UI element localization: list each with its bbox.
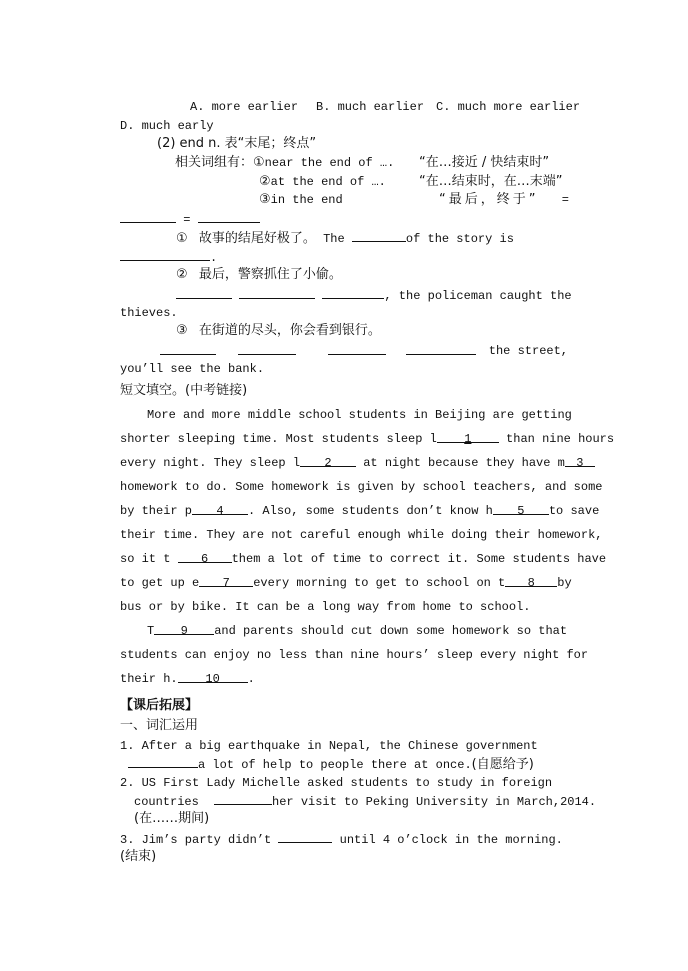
cloze-text: their time. They are not careful enough while doing their homework, (120, 528, 603, 542)
phrase-2-en: at the end of …. (270, 175, 386, 189)
q2-blank[interactable] (214, 793, 272, 805)
cloze-text: homework to do. Some homework is given by school teachers, and some (120, 480, 603, 494)
cloze-text: bus or by bike. It can be a long way from home to school. (120, 600, 531, 614)
equals-blanks-line (120, 211, 568, 228)
phrase-3-en: in the end (270, 193, 343, 207)
option-a: A. more earlier (190, 100, 299, 114)
phrase-2-line (259, 174, 571, 190)
cloze-text: by (557, 576, 572, 590)
example-1-en-a: The (323, 232, 345, 246)
example-2-en-a: , the policeman caught the (384, 289, 572, 303)
q1-line-a (120, 738, 568, 754)
blank-9[interactable]: 9 (154, 623, 214, 635)
q2-line-b (134, 793, 597, 810)
q3-hint: (结束) (120, 849, 157, 864)
blank-8[interactable]: 8 (505, 575, 557, 587)
vocab-heading: 一、词汇运用 (120, 718, 199, 733)
period: . (247, 672, 255, 686)
blank-4[interactable]: 4 (192, 503, 248, 515)
q3-line-a (120, 831, 568, 848)
cloze-line-6 (120, 527, 603, 543)
blank-line[interactable] (176, 287, 232, 299)
blank-line[interactable] (322, 287, 384, 299)
q3-text-b: until 4 o’clock in the morning. (339, 833, 563, 847)
q3-blank[interactable] (278, 831, 332, 843)
phrases-label: 相关词组有： (175, 155, 254, 170)
cloze-line-8 (120, 575, 572, 591)
example-3-en-b: you’ll see the bank. (120, 362, 265, 376)
equals-sign-2: = (183, 213, 191, 227)
cloze-text: shorter sleeping time. Most students sleep l (120, 432, 437, 446)
blank-2[interactable]: 2 (300, 455, 356, 467)
example-3-cn: 在街道的尽头，你会看到银行。 (198, 323, 381, 338)
blank-line[interactable] (328, 343, 386, 355)
blank-line[interactable] (120, 211, 176, 223)
blank-line[interactable] (120, 249, 210, 261)
cloze-line-2 (120, 431, 615, 447)
example-1-line (176, 230, 568, 247)
example-1-cont (120, 249, 568, 266)
cloze-text: to save (548, 504, 600, 518)
blank-line[interactable] (406, 343, 476, 355)
q2-text-b1: countries (134, 795, 199, 809)
phrase-2-cn: “在…结束时，在…末端” (419, 174, 563, 189)
option-d: D. much early (120, 119, 214, 133)
phrase-1-line (175, 155, 570, 171)
example-2-num: ② (176, 267, 188, 282)
end-heading (157, 136, 605, 152)
cloze-text: . Also, some students don’t know h (248, 504, 493, 518)
cloze-text: to get up e (120, 576, 200, 590)
q1-blank[interactable] (128, 756, 198, 768)
option-d-line (120, 118, 568, 134)
equals-sign: = (561, 193, 569, 207)
cloze-text: More and more middle school students in Beijing are getting (147, 408, 572, 422)
q1-text-b: a lot of help to people there at once. (198, 758, 472, 772)
example-1-cn: 故事的结尾好极了。 (198, 231, 316, 246)
phrase-1-cn: “在…接近 / 快结束时” (419, 155, 550, 170)
blank-7[interactable]: 7 (199, 575, 253, 587)
example-2-line (176, 267, 624, 283)
cloze-text: than nine hours (498, 432, 615, 446)
example-3-num: ③ (176, 323, 188, 338)
cloze-text: so it t (120, 552, 178, 566)
extension-heading: 【课后拓展】 (120, 698, 199, 713)
cloze-text: by their p (120, 504, 193, 518)
q1-hint: (自愿给予) (471, 757, 534, 772)
q2-text-b2: her visit to Peking University in March,2014. (272, 795, 597, 809)
phrase-3-cn: “最后，终于” (439, 192, 539, 207)
blank-line[interactable] (239, 287, 315, 299)
cloze-text: them a lot of time to correct it. Some students have (231, 552, 607, 566)
cloze-text: and parents should cut down some homework so that (214, 624, 568, 638)
example-1-num: ① (176, 231, 188, 246)
example-2-cont (120, 305, 568, 321)
blank-line[interactable] (352, 230, 406, 242)
cloze-text: their h. (120, 672, 178, 686)
phrase-3-num: ③ (259, 192, 271, 207)
blank-line[interactable] (160, 343, 216, 355)
cloze-line-10 (147, 623, 568, 639)
blank-5[interactable]: 5 (493, 503, 549, 515)
example-3-line (176, 323, 624, 339)
example-2-en-line (176, 287, 572, 304)
cloze-line-1 (147, 407, 572, 423)
blank-1[interactable]: 1 (437, 431, 499, 443)
phrase-2-num: ② (259, 174, 271, 189)
period: . (210, 251, 218, 265)
q2-hint: (在……期间) (134, 811, 210, 826)
example-2-cn: 最后，警察抓住了小偷。 (198, 267, 342, 282)
cloze-text: every morning to get to school on t (253, 576, 506, 590)
q3-hint-line (120, 849, 568, 865)
cloze-line-12 (120, 671, 568, 687)
q1-text: 1. After a big earthquake in Nepal, the Chinese government (120, 739, 538, 753)
example-1-en-b: of the story is (405, 232, 514, 246)
cloze-line-7 (120, 551, 607, 567)
example-2-en-b: thieves. (120, 306, 178, 320)
phrase-1-en: near the end of …. (264, 156, 395, 170)
blank-6[interactable]: 6 (178, 551, 232, 563)
option-b: B. much earlier (316, 100, 425, 114)
option-c: C. much more earlier (436, 100, 581, 114)
cloze-line-5 (120, 503, 600, 519)
example-3-en-a: the street, (488, 344, 568, 358)
blank-line[interactable] (198, 211, 260, 223)
cloze-text: students can enjoy no less than nine hours’ sleep every night for (120, 648, 589, 662)
cloze-line-3 (120, 455, 584, 471)
blank-3[interactable]: 3 (565, 455, 595, 467)
q1-line-b (128, 756, 576, 773)
cloze-text: at night because they have m (356, 456, 565, 470)
cloze-text: every night. They sleep l (120, 456, 301, 470)
cloze-heading: 短文填空。(中考链接) (120, 383, 248, 398)
cloze-line-11 (120, 647, 589, 663)
q2-hint-line (134, 811, 582, 827)
example-3-cont (120, 361, 568, 377)
cloze-line-4 (120, 479, 603, 495)
blank-line[interactable] (238, 343, 296, 355)
cloze-line-9 (120, 599, 568, 615)
q2-text: 2. US First Lady Michelle asked students to study in foreign (120, 776, 553, 790)
q2-line-a (120, 775, 568, 791)
end-heading-text: (2) end n. 表“末尾；终点” (157, 136, 317, 151)
phrase-3-line (259, 192, 569, 208)
cloze-text: T (147, 624, 155, 638)
q3-text: 3. Jim’s party didn’t (120, 833, 272, 847)
phrase-1-num: ① (253, 155, 265, 170)
blank-10[interactable]: 10 (178, 671, 248, 683)
